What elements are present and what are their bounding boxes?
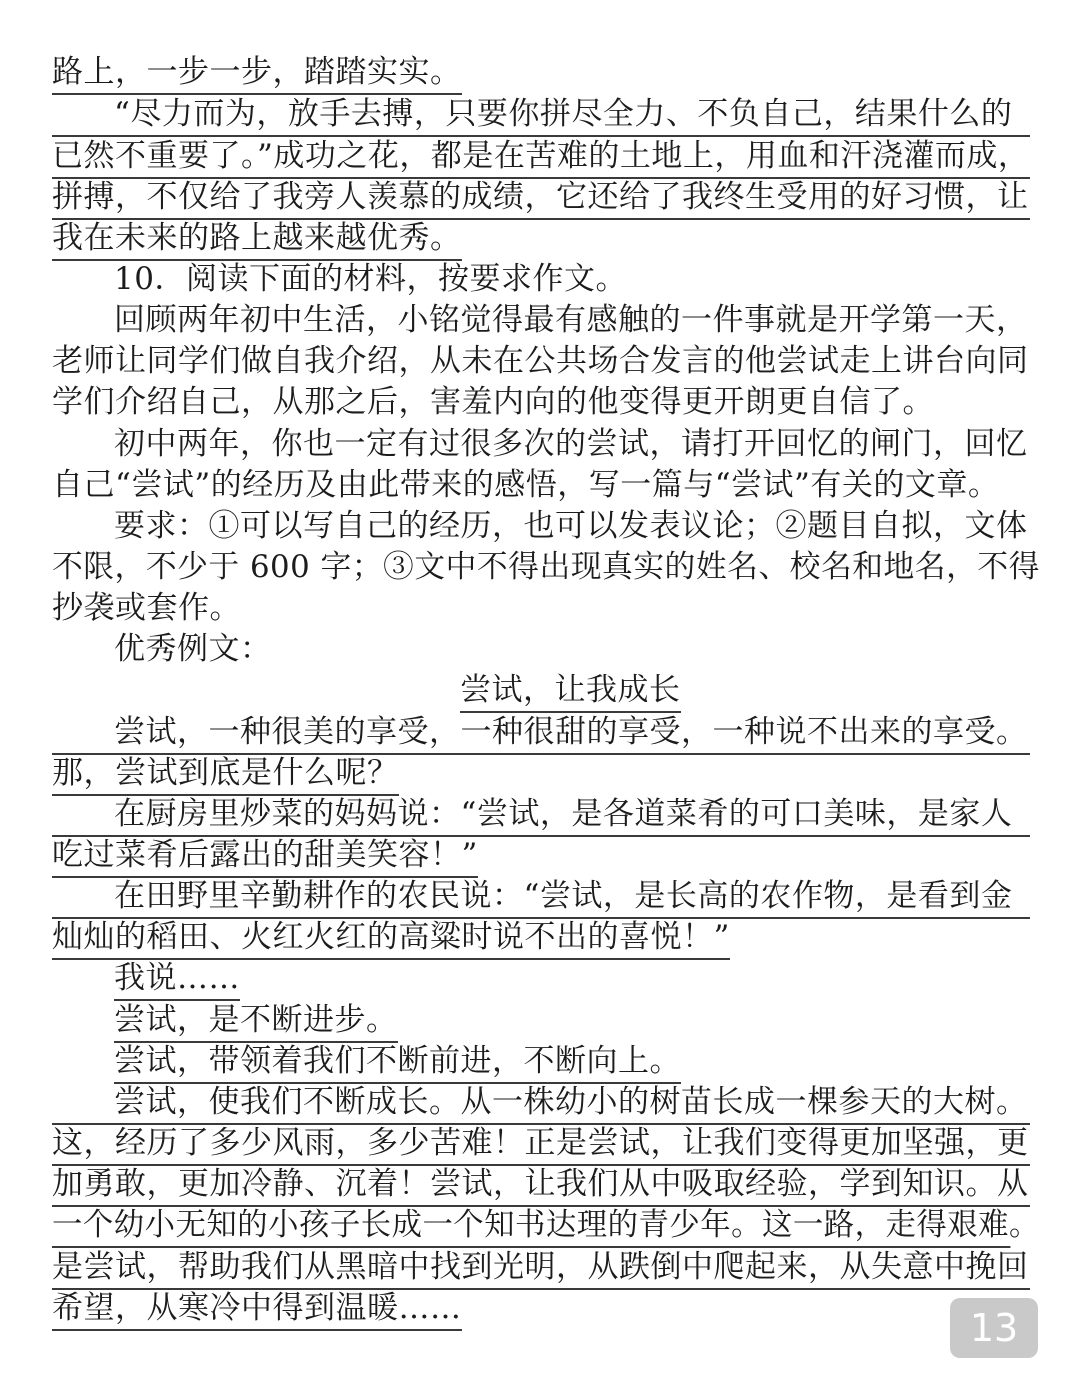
text-line: 回顾两年初中生活，小铭觉得最有感触的一件事就是开学第一天， bbox=[114, 302, 1028, 338]
text-line: 这，经历了多少风雨，多少苦难！正是尝试，让我们变得更加坚强，更 bbox=[52, 1123, 1030, 1166]
question-heading: 10．阅读下面的材料，按要求作文。 bbox=[114, 261, 627, 297]
text-line: 尝试，带领着我们不断前进，不断向上。 bbox=[114, 1041, 681, 1084]
text-line: 那，尝试到底是什么呢？ bbox=[52, 753, 399, 796]
text-line: 路上，一步一步，踏踏实实。 bbox=[52, 52, 462, 95]
text-line: “尽力而为，放手去搏，只要你拼尽全力、不负自己，结果什么的 bbox=[52, 94, 1030, 137]
text-line: 尝试，一种很美的享受，一种很甜的享受，一种说不出来的享受。 bbox=[52, 712, 1030, 755]
text-line: 优秀例文： bbox=[114, 631, 272, 667]
text-line: 要求：①可以写自己的经历，也可以发表议论；②题目自拟，文体 bbox=[114, 508, 1028, 544]
text-line: 希望，从寒冷中得到温暖…… bbox=[52, 1288, 462, 1331]
text-line: 吃过菜肴后露出的甜美笑容！” bbox=[52, 835, 478, 878]
text-line: 我在未来的路上越来越优秀。 bbox=[52, 218, 462, 261]
text-line: 在田野里辛勤耕作的农民说：“尝试，是长高的农作物，是看到金 bbox=[52, 876, 1030, 919]
text-line: 学们介绍自己，从那之后，害羞内向的他变得更开朗更自信了。 bbox=[52, 384, 934, 420]
text-line: 老师让同学们做自我介绍，从未在公共场合发言的他尝试走上讲台向同 bbox=[52, 343, 1029, 379]
text-line: 已然不重要了。”成功之花，都是在苦难的土地上，用血和汗浇灌而成， bbox=[52, 136, 1030, 179]
text-line: 尝试，使我们不断成长。从一株幼小的树苗长成一棵参天的大树。 bbox=[52, 1082, 1030, 1125]
text-line: 灿灿的稻田、火红火红的高粱时说不出的喜悦！” bbox=[52, 917, 730, 960]
text-line: 拼搏，不仅给了我旁人羡慕的成绩，它还给了我终生受用的好习惯，让 bbox=[52, 177, 1030, 220]
text-line: 初中两年，你也一定有过很多次的尝试，请打开回忆的闸门，回忆 bbox=[114, 426, 1028, 462]
text-line: 一个幼小无知的小孩子长成一个知书达理的青少年。这一路，走得艰难。 bbox=[52, 1205, 1010, 1248]
text-line: 在厨房里炒菜的妈妈说：“尝试，是各道菜肴的可口美味，是家人 bbox=[52, 794, 1030, 837]
text-line: 自己“尝试”的经历及由此带来的感悟，写一篇与“尝试”有关的文章。 bbox=[52, 467, 1000, 503]
page-number-badge: 13 bbox=[950, 1298, 1038, 1358]
text-line: 加勇敢，更加冷静、沉着！尝试，让我们从中吸取经验，学到知识。从 bbox=[52, 1164, 1030, 1207]
text-line: 抄袭或套作。 bbox=[52, 590, 241, 626]
text-line: 尝试，是不断进步。 bbox=[114, 1000, 398, 1043]
essay-title: 尝试，让我成长 bbox=[460, 670, 681, 713]
text-line: 不限，不少于 600 字；③文中不得出现真实的姓名、校名和地名，不得 bbox=[52, 549, 1040, 585]
text-line: 我说…… bbox=[114, 958, 240, 1001]
text-line: 是尝试，帮助我们从黑暗中找到光明，从跌倒中爬起来，从失意中挽回 bbox=[52, 1247, 1030, 1290]
